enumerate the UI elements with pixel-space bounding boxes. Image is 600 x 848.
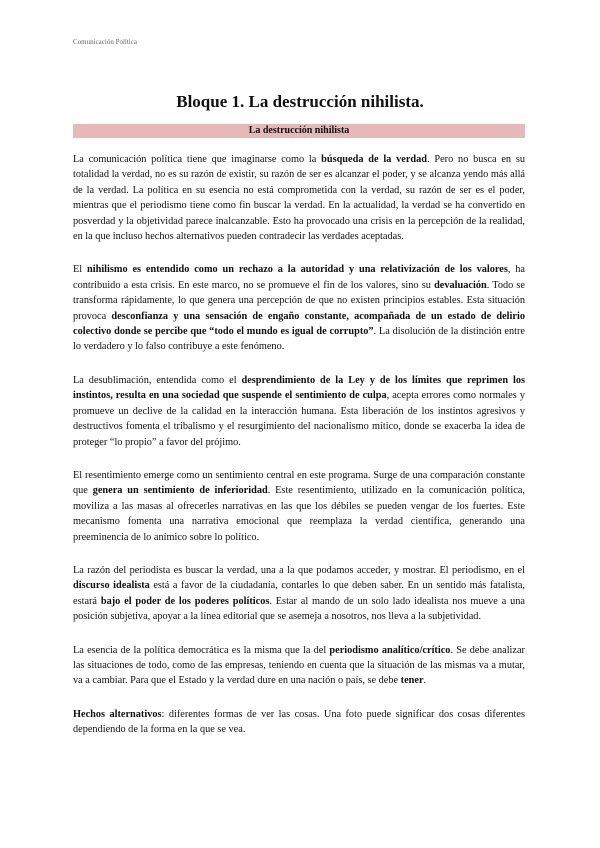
text-run: . Estar al mando de un solo lado idealista nos mueve a una posición subjetiva, apoyar a la línea editorial que se asemeja a nosotros, nos lleva a la subjetividad. — [73, 595, 525, 623]
bold-text: desconfianza y una sensación de engaño constante, acompañada de un estado de delirio colectivo donde se percibe que “todo el mundo es igual de corrupto” — [73, 310, 525, 338]
text-run: La razón del periodista es buscar la verdad, una a la que podamos acceder, y mostrar. El periodismo, en el — [73, 564, 525, 576]
text-run: El resentimiento emerge como un sentimiento central en este programa. Surge de una comparación constante que — [73, 469, 525, 497]
paragraph — [73, 643, 525, 689]
paragraph — [73, 563, 525, 625]
text-run: . Pero no busca en su totalidad la verdad, no es su razón de existir, su razón de ser es alcanzar el poder, y se alcanza yendo más allá de la verdad. La política en su esencia no está comprometida con la verdad, su razón de ser es el poder, mientras que el periodismo tiene como fin buscar la verdad. En la actualidad, la verdad se ha convertido en posverdad y la objetividad parece inalcanzable. Esto ha provocado una crisis en la percepción de la realidad, en la que incluso hechos alternativos pueden contradecir las verdades aceptadas. — [73, 154, 526, 243]
paragraph — [73, 707, 525, 738]
bold-text: periodismo analítico/crítico — [329, 644, 451, 656]
text-run: El — [73, 264, 87, 276]
text-run: . — [423, 675, 427, 687]
section-heading-bar: La destrucción nihilista — [73, 124, 525, 138]
text-run: . La disolución de la distinción entre lo verdadero y lo falso contribuye a este fenómeno. — [73, 326, 525, 353]
text-run: , ha contribuido a esta crisis. En este marco, no se promueve el fin de los valores, sino su — [73, 264, 525, 291]
text-run: La desublimación, entendida como el — [73, 374, 242, 386]
text-run: La esencia de la política democrática es la misma que la del — [73, 644, 330, 656]
paragraph — [73, 152, 525, 244]
bold-text: tener — [400, 675, 424, 687]
page-title: Bloque 1. La destrucción nihilista. — [176, 92, 424, 111]
text-run: . Este resentimiento, utilizado en la comunicación política, moviliza a las masas al ofrecerles narrativas en las que los débiles se pueden vengar de los fuertes. Este mecanismo fomenta una narrativa emocional que reemplaza la verdad científica, generando una preeminencia de lo anímico sobre lo político. — [73, 485, 525, 543]
page-header: Comunicación Política — [73, 38, 137, 46]
text-run: . Se debe analizar las situaciones de todo, como de las empresas, teniendo en cuenta que la situación de las mismas va a mutar, va a cambiar. Para que el Estado y la verdad dure en una nación o país, se debe — [73, 644, 525, 687]
body-text — [73, 152, 525, 738]
paragraph — [73, 373, 525, 450]
text-run: está a favor de la ciudadanía, contarles lo que deben saber. En un sentido más fatalista, estará — [73, 580, 525, 607]
bold-text: devaluación — [434, 279, 487, 291]
bold-text: bajo el poder de los poderes políticos — [100, 595, 270, 607]
bold-text: búsqueda de la verdad — [321, 154, 428, 165]
text-run: : diferentes formas de ver las cosas. Una foto puede significar dos cosas diferentes dependiendo de la forma en la que se vea. — [73, 708, 526, 736]
bold-text: Hechos alternativos — [73, 708, 162, 720]
bold-text: desprendimiento de la Ley y de los límites que reprimen los instintos, resulta en una sociedad que suspende el sentimiento de culpa — [73, 374, 525, 402]
bold-text: discurso idealista — [73, 580, 150, 592]
text-run: La comunicación política tiene que imaginarse como la — [73, 154, 322, 165]
text-run: , acepta errores como normales y promueve un declive de la calidad en la interacción humana. Esta liberación de los instintos agresivos y destructivos fomenta el tribalismo y el resurgimiento del nacionalismo mítico, donde se exacerba la idea de proteger “lo propio” a favor del prójimo. — [73, 390, 525, 448]
paragraph — [73, 262, 525, 354]
text-run: . Todo se transforma rápidamente, lo que genera una percepción de que no existen principios estables. Esta situación provoca — [73, 279, 525, 322]
bold-text: nihilismo es entendido como un rechazo a la autoridad y una relativización de los valores — [87, 264, 508, 276]
bold-text: genera un sentimiento de inferioridad — [92, 485, 268, 497]
paragraph — [73, 468, 525, 545]
